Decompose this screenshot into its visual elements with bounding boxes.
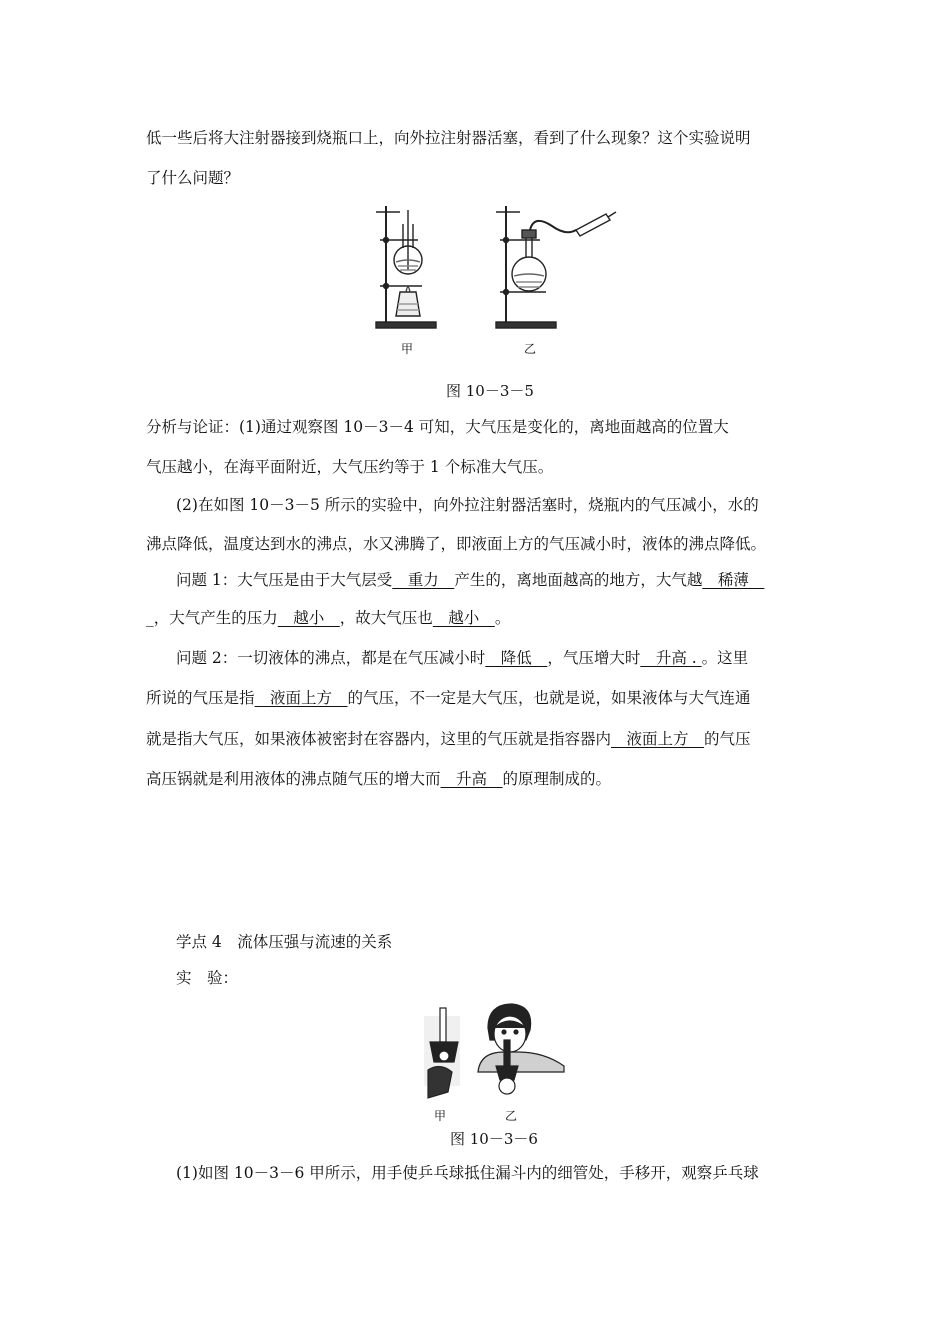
answer-blank: 越小 xyxy=(432,609,495,627)
apparatus-yi xyxy=(496,206,616,328)
text-line: (2)在如图 10－3－5 所示的实验中，向外拉注射器活塞时，烧瓶内的气压减小，水的 xyxy=(176,496,759,514)
figure-label: 甲 xyxy=(401,342,414,356)
question-1-cont xyxy=(146,608,510,628)
text: 。 xyxy=(494,609,511,627)
text: 的原理制成的。 xyxy=(502,770,612,788)
figure-label: 乙 xyxy=(505,1109,518,1123)
figure-10-3-5 xyxy=(370,200,620,332)
text-line: 沸点降低，温度达到水的沸点，水又沸腾了，即液面上方的气压减小时，液体的沸点降低。 xyxy=(146,535,767,553)
question-2 xyxy=(176,648,748,668)
question-2-cont xyxy=(146,729,751,749)
text: 就是指大气压，如果液体被密封在容器内，这里的气压就是指容器内 xyxy=(146,730,612,748)
figure-label: 甲 xyxy=(434,1109,447,1123)
text-line: 分析与论证：(1)通过观察图 10－3－4 可知，大气压是变化的，离地面越高的位置大 xyxy=(146,418,729,436)
answer-blank: 升高 xyxy=(440,770,503,788)
text-line: 低一些后将大注射器接到烧瓶口上，向外拉注射器活塞，看到了什么现象？这个实验说明 xyxy=(146,129,751,147)
question-1 xyxy=(176,570,764,590)
figure-caption: 图 10－3－5 xyxy=(446,382,534,400)
text: 的气压，不一定是大气压，也就是说，如果液体与大气连通 xyxy=(347,689,751,707)
text-line: 气压越小，在海平面附近，大气压约等于 1 个标准大气压。 xyxy=(146,458,554,476)
text-line: (1)如图 10－3－6 甲所示，用手使乒乓球抵住漏斗内的细管处，手移开，观察乒乓球 xyxy=(176,1164,759,1182)
text: 问题 2：一切液体的沸点，都是在气压减小时 xyxy=(176,649,486,667)
figure-label: 乙 xyxy=(524,342,537,356)
text-line: 了什么问题？ xyxy=(146,169,240,187)
figure-10-3-6 xyxy=(418,1000,568,1104)
person-yi xyxy=(478,1004,564,1094)
text: _ xyxy=(146,609,154,627)
apparatus-jia xyxy=(376,206,436,328)
figure-caption: 图 10－3－6 xyxy=(450,1130,538,1148)
answer-blank: 稀薄 xyxy=(702,571,765,589)
section-heading: 学点 4 流体压强与流速的关系 xyxy=(176,933,393,951)
text: 所说的气压是指 xyxy=(146,689,255,707)
text: ，故大气压也 xyxy=(339,609,433,627)
question-2-cont xyxy=(146,769,611,789)
text: 产生的，离地面越高的地方，大气越 xyxy=(454,571,703,589)
answer-blank: 重力 xyxy=(392,571,455,589)
question-2-cont xyxy=(146,688,751,708)
text: 。这里 xyxy=(701,649,749,667)
text: 问题 1：大气压是由于大气层受 xyxy=(176,571,393,589)
answer-blank: 越小 xyxy=(277,609,340,627)
answer-blank: 降低 xyxy=(485,649,548,667)
answer-blank: 液面上方 xyxy=(254,689,348,707)
answer-blank: 升高 . xyxy=(640,649,702,667)
text: ，大气产生的压力 xyxy=(153,609,278,627)
text: ，气压增大时 xyxy=(547,649,641,667)
text: 的气压 xyxy=(704,730,751,748)
funnel-hand-jia xyxy=(424,1008,460,1098)
answer-blank: 液面上方 xyxy=(611,730,705,748)
text-line: 实 验： xyxy=(176,969,239,987)
text: 高压锅就是利用液体的沸点随气压的增大而 xyxy=(146,770,441,788)
